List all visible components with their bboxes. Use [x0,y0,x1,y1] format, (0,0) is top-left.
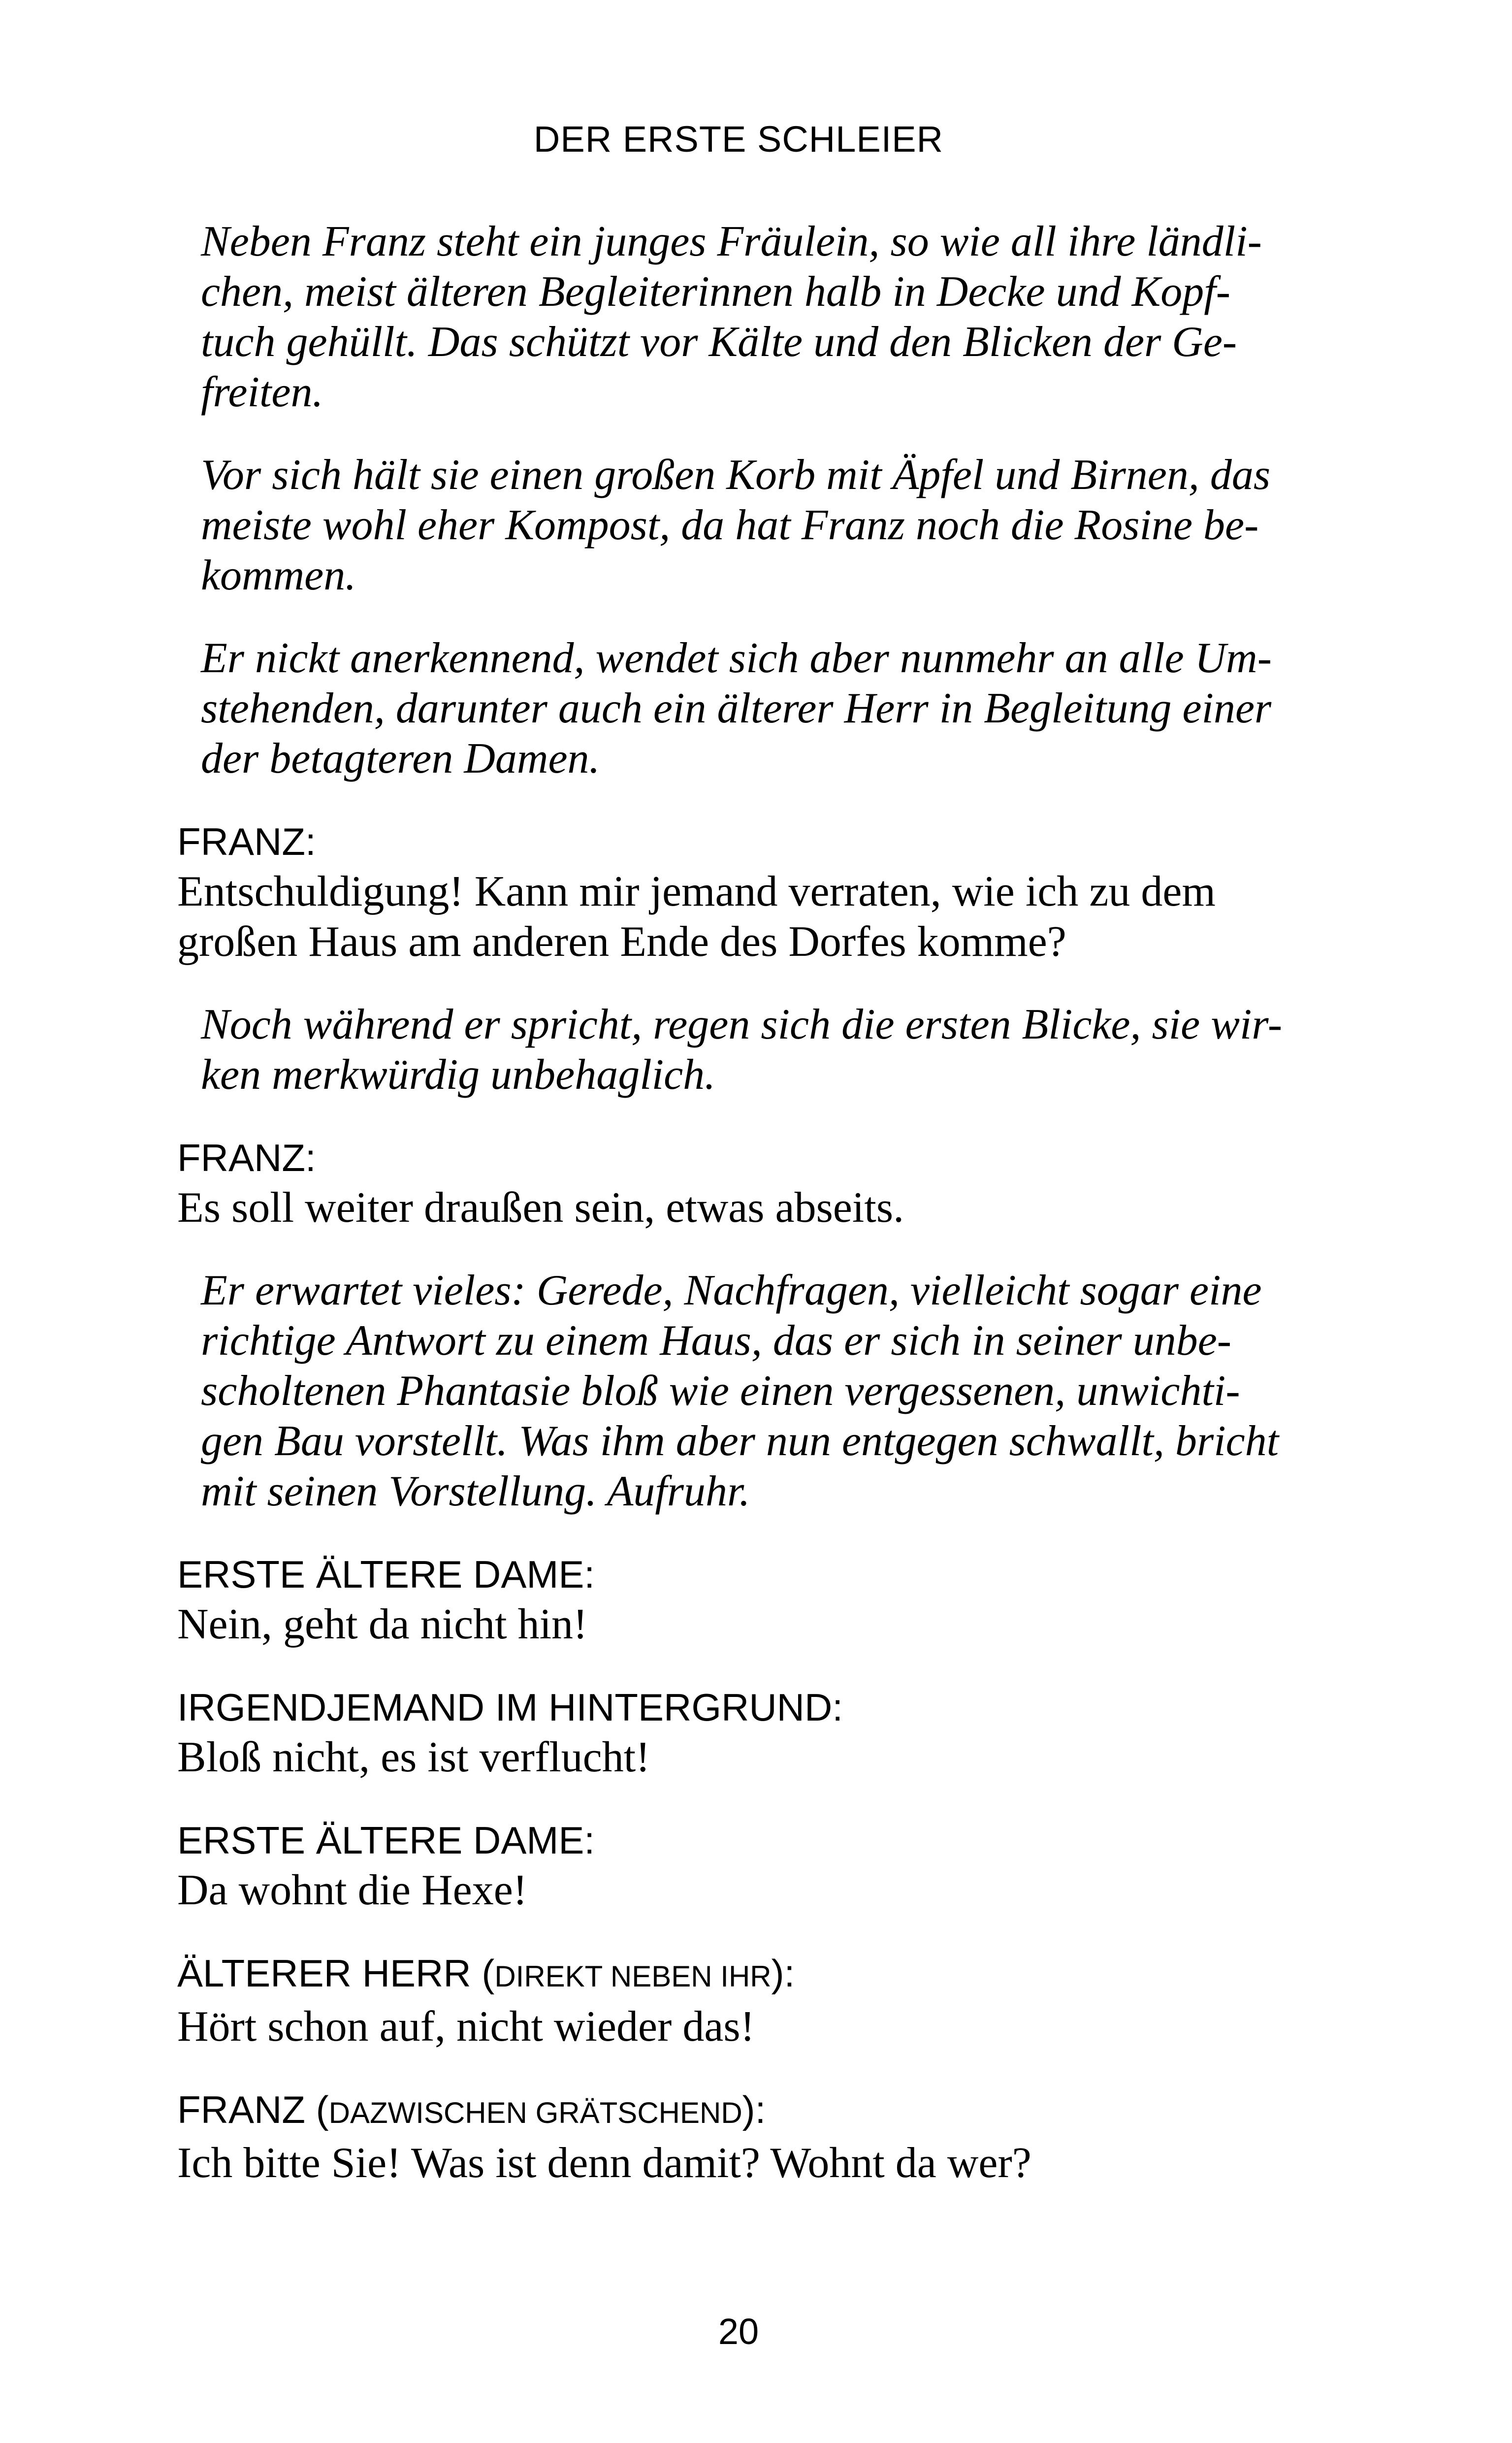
speaker-label: ERSTE ÄLTERE DAME [177,1819,584,1862]
text-line: stehenden, darunter auch ein älterer Herr in Begleitung einer [201,684,1272,732]
speaker-name [177,1948,1324,2002]
text-line: ken merkwürdig unbehaglich. [201,1051,716,1099]
stage-direction [201,633,1309,784]
dialogue-block [177,816,1324,967]
speaker-name [177,1133,1324,1183]
dialogue-block [177,1549,1324,1650]
paren-open: ( [471,1952,495,1995]
script-body [177,217,1324,2221]
text-line: Noch während er spricht, regen sich die ersten Blicke, sie wir- [201,1001,1283,1048]
dialogue-line: großen Haus am anderen Ende des Dorfes komme? [177,918,1066,966]
speaker-colon: : [832,1686,843,1729]
text-line: freiten. [201,368,323,416]
dialogue-line: Nein, geht da nicht hin! [177,1600,588,1648]
dialogue-block [177,2085,1324,2188]
stage-direction [201,450,1309,601]
text-line: Er nickt anerkennend, wendet sich aber nunmehr an alle Um- [201,634,1272,682]
stage-direction [201,1266,1309,1517]
speaker-label: FRANZ [177,1136,305,1179]
paren-close: ): [771,1952,795,1995]
dialogue-line: Es soll weiter draußen sein, etwas abseits. [177,1184,904,1232]
speaker-label: ERSTE ÄLTERE DAME [177,1553,584,1596]
dialogue-line: Ich bitte Sie! Was ist denn damit? Wohnt da wer? [177,2139,1031,2187]
text-line: Vor sich hält sie einen großen Korb mit Äpfel und Birnen, das [201,451,1271,499]
text-line: tuch gehüllt. Das schützt vor Kälte und den Blicken der Ge- [201,318,1237,366]
speaker-colon: : [584,1553,595,1596]
dialogue-block [177,1682,1324,1783]
speaker-name [177,1549,1324,1599]
dialogue-line: Entschuldigung! Kann mir jemand verraten, wie ich zu dem [177,868,1216,915]
text-line: kommen. [201,552,356,599]
text-line: der betagteren Damen. [201,735,600,782]
text-line: gen Bau vorstellt. Was ihm aber nun entgegen schwallt, bricht [201,1417,1279,1465]
paren-open: ( [305,2088,329,2131]
running-head: DER ERSTE SCHLEIER [533,119,944,160]
speaker-name [177,2085,1324,2138]
page-number: 20 [718,2311,759,2352]
dialogue-line: Hört schon auf, nicht wieder das! [177,2003,755,2051]
speaker-label: FRANZ [177,820,305,863]
speaker-colon: : [305,820,316,863]
speaker-colon: : [584,1819,595,1862]
speaker-label: FRANZ [177,2088,305,2131]
text-line: Neben Franz steht ein junges Fräulein, so wie all ihre ländli- [201,218,1262,265]
dialogue-line: Bloß nicht, es ist verflucht! [177,1733,650,1781]
speaker-label: ÄLTERER HERR [177,1952,471,1995]
dialogue-line: Da wohnt die Hexe! [177,1866,528,1914]
text-line: mit seinen Vorstellung. Aufruhr. [201,1467,750,1515]
text-line: Er erwartet vieles: Gerede, Nachfragen, vielleicht sogar eine [201,1267,1262,1314]
dialogue-block [177,1815,1324,1916]
speaker-direction: DAZWISCHEN GRÄTSCHEND [328,2096,742,2129]
speaker-direction: DIREKT NEBEN IHR [494,1960,772,1993]
text-line: richtige Antwort zu einem Haus, das er sich in seiner unbe- [201,1317,1232,1365]
speaker-label: IRGENDJEMAND IM HINTERGRUND [177,1686,833,1729]
paren-close: ): [742,2088,766,2131]
text-line: scholtenen Phantasie bloß wie einen vergessenen, unwichti- [201,1367,1240,1415]
speaker-name [177,816,1324,867]
speaker-colon: : [305,1136,316,1179]
stage-direction [201,1000,1309,1100]
dialogue-block [177,1133,1324,1233]
speaker-name [177,1682,1324,1732]
speaker-name [177,1815,1324,1865]
stage-direction [201,217,1309,418]
text-line: meiste wohl eher Kompost, da hat Franz noch die Rosine be- [201,501,1259,549]
dialogue-block [177,1948,1324,2052]
text-line: chen, meist älteren Begleiterinnen halb in Decke und Kopf- [201,268,1231,316]
